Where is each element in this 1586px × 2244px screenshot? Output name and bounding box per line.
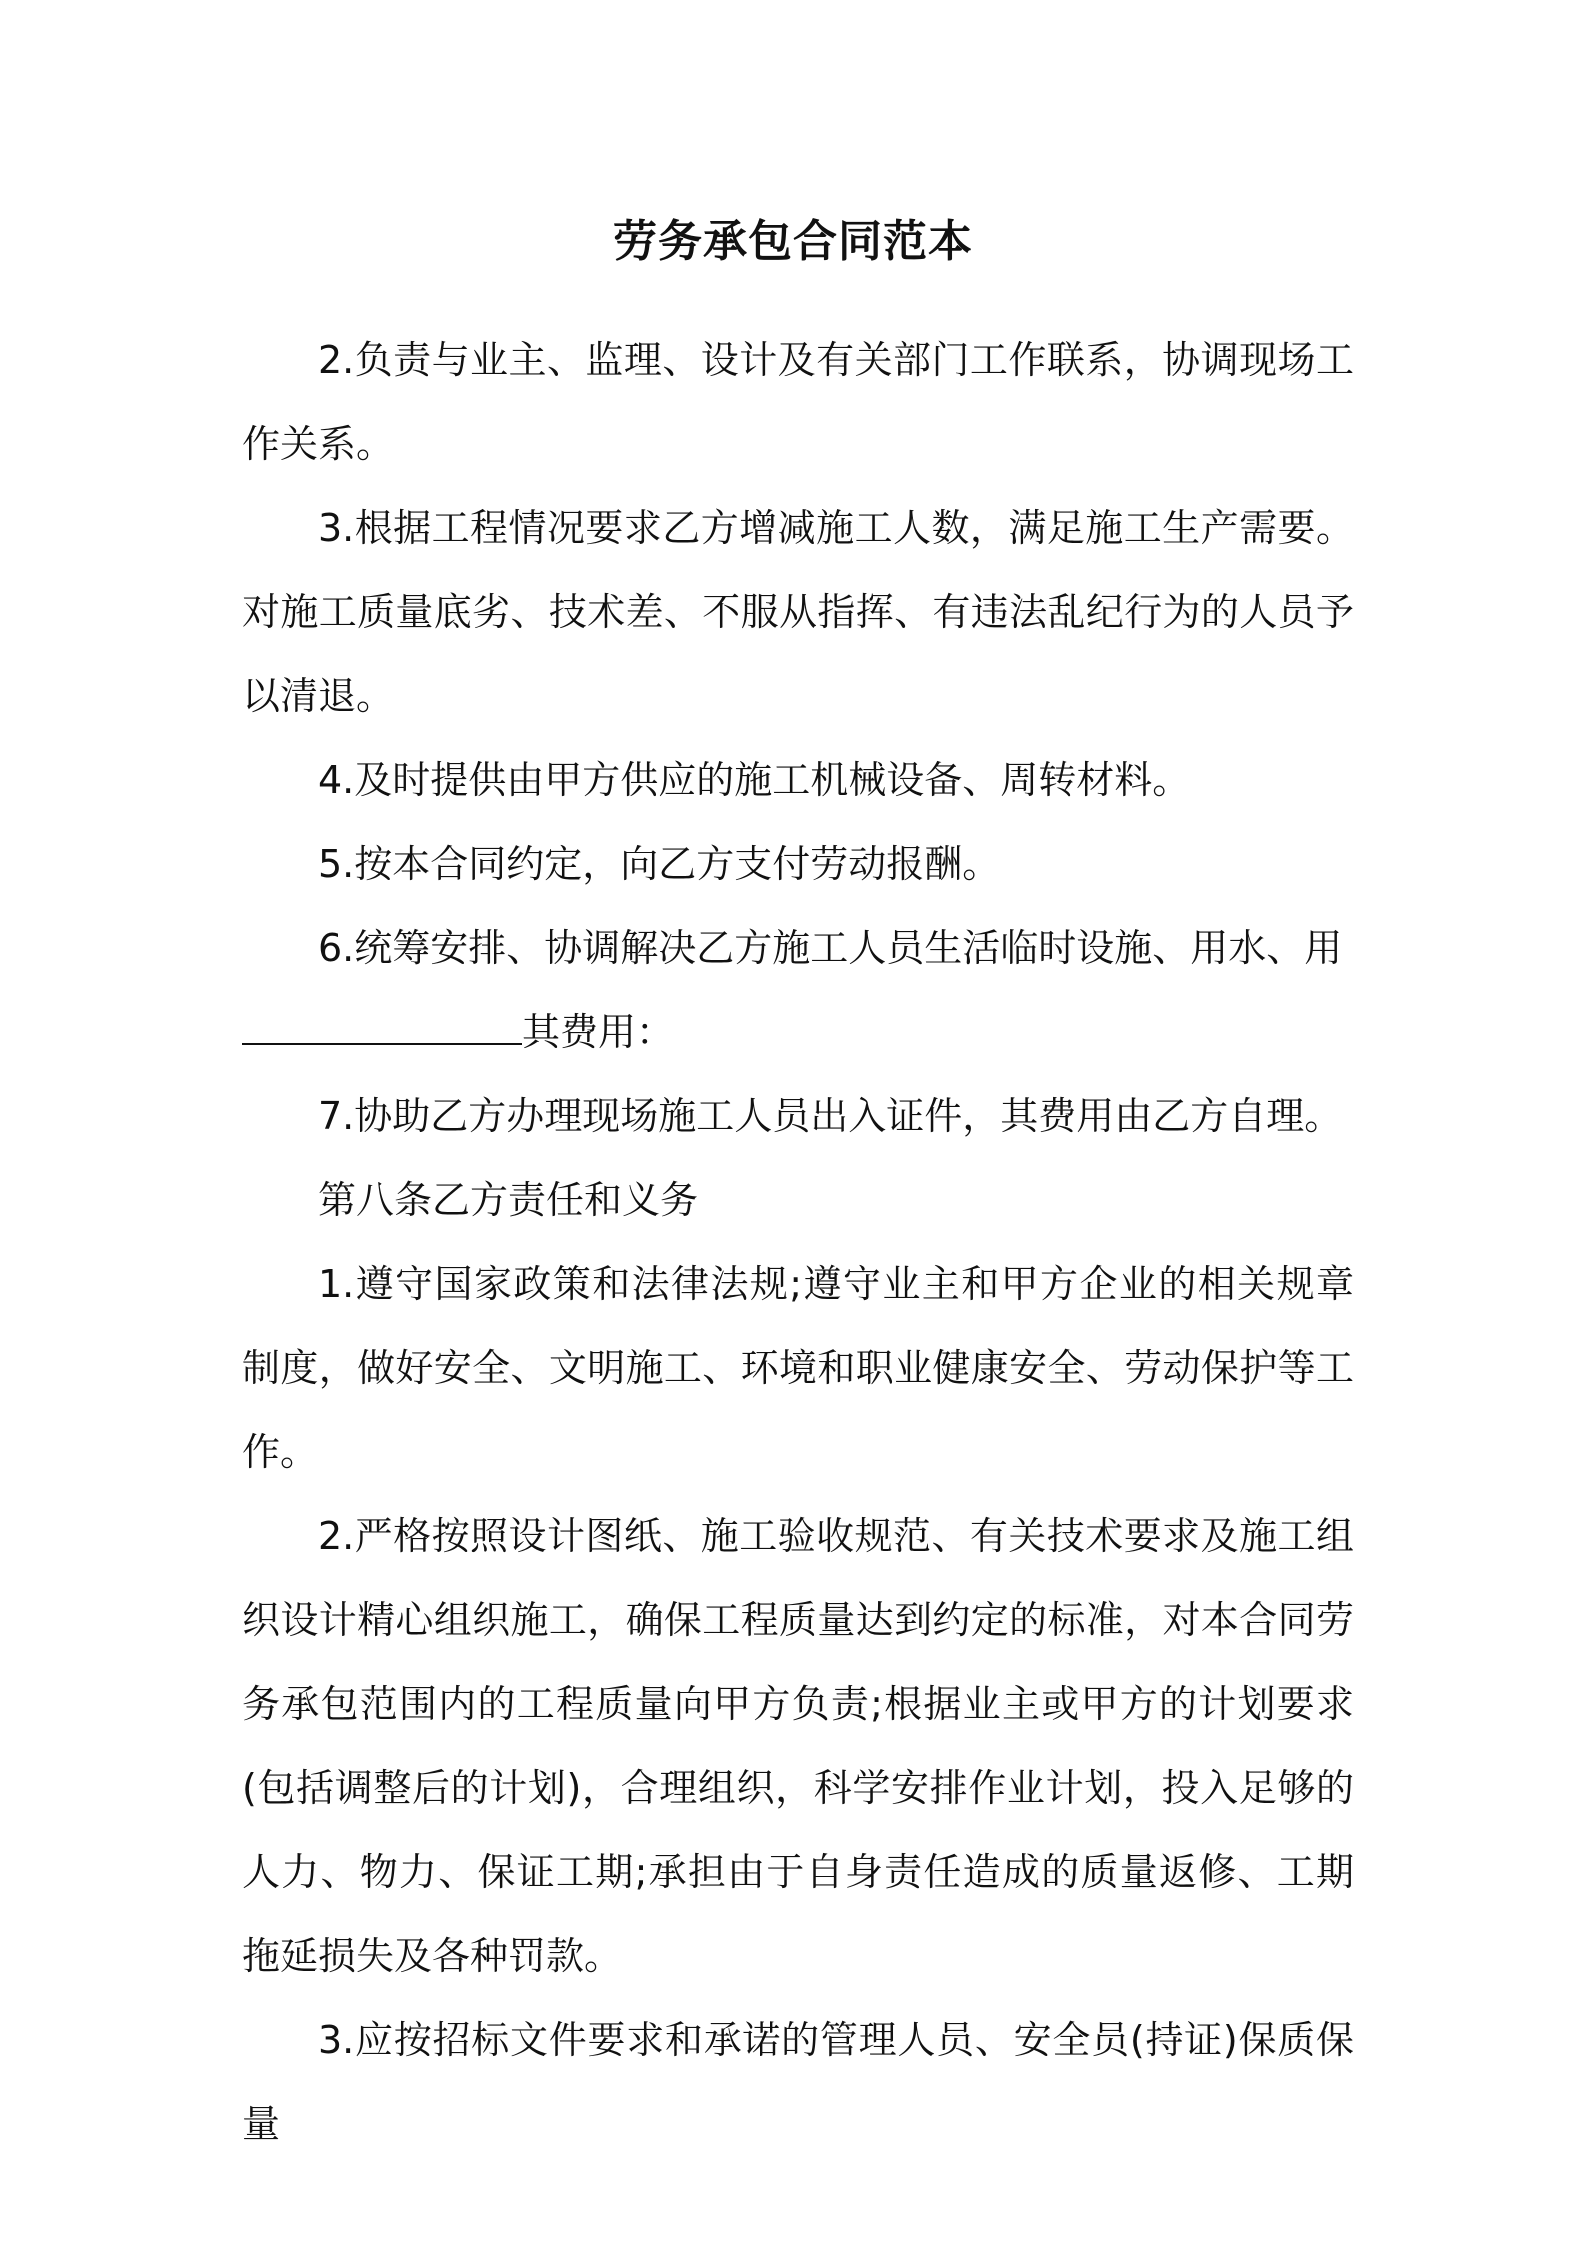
paragraph-8-3-personnel: 3.应按招标文件要求和承诺的管理人员、安全员(持证)保质保量 [242, 2018, 1354, 2146]
paragraph-4-equipment: 4.及时提供由甲方供应的施工机械设备、周转材料。 [318, 758, 1191, 802]
document-body [242, 318, 1354, 2166]
paragraph-5-payment: 5.按本合同约定，向乙方支付劳动报酬。 [318, 842, 1001, 886]
paragraph-8-2-quality: 2.严格按照设计图纸、施工验收规范、有关技术要求及施工组织设计精心组织施工，确保工程质量达到约定的标准，对本合同劳务承包范围内的工程质量向甲方负责;根据业主或甲方的计划要求(包括调整后的计划)，合理组织，科学安排作业计划，投入足够的人力、物力、保证工期;承担由于自身责任造成的质量返修、工期拖延损失及各种罚款。 [242, 1514, 1354, 1978]
paragraph-3-staffing: 3.根据工程情况要求乙方增减施工人数，满足施工生产需要。对施工质量底劣、技术差、不服从指挥、有违法乱纪行为的人员予以清退。 [242, 506, 1354, 718]
document-title: 劳务承包合同范本 [613, 216, 973, 267]
paragraph-6-continuation [242, 990, 1354, 1074]
fill-in-blank [242, 1013, 522, 1045]
paragraph-6-facilities: 6.统筹安排、协调解决乙方施工人员生活临时设施、用水、用 [318, 926, 1343, 970]
paragraph-2-contact: 2.负责与业主、监理、设计及有关部门工作联系，协调现场工作关系。 [242, 338, 1354, 466]
paragraph-8-1-compliance: 1.遵守国家政策和法律法规;遵守业主和甲方企业的相关规章制度，做好安全、文明施工、环境和职业健康安全、劳动保护等工作。 [242, 1262, 1354, 1474]
paragraph-6-cost-label: 其费用： [522, 1010, 675, 1054]
paragraph-7-permits: 7.协助乙方办理现场施工人员出入证件，其费用由乙方自理。 [318, 1094, 1343, 1138]
article-8-heading: 第八条乙方责任和义务 [318, 1178, 699, 1222]
